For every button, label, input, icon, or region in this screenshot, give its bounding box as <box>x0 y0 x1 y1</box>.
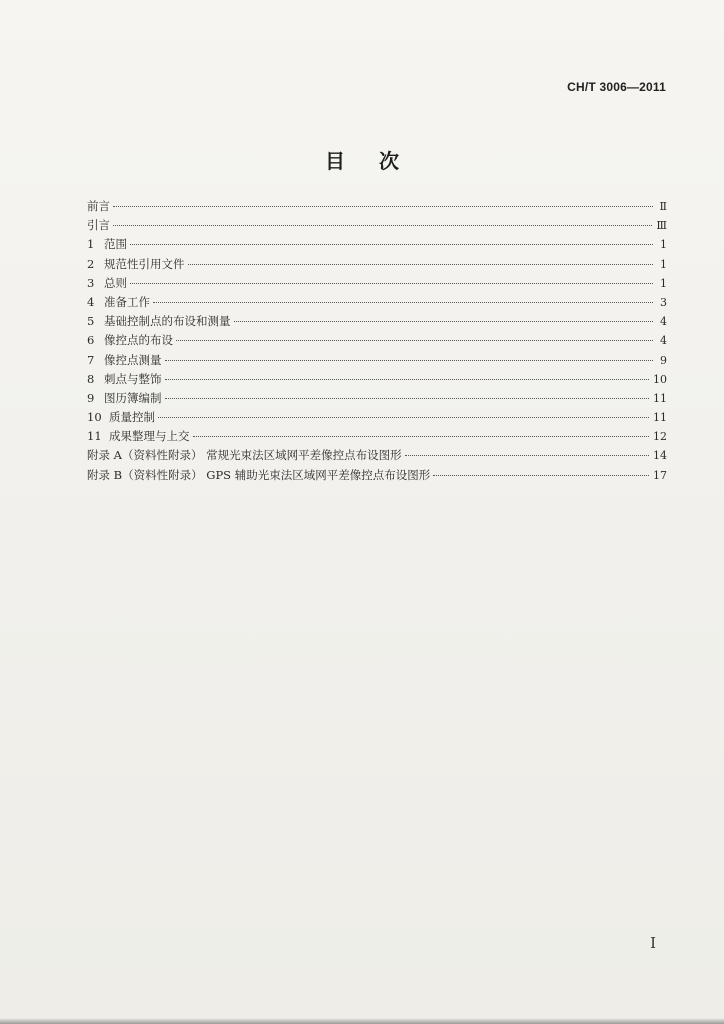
standard-code: CH/T 3006—2011 <box>567 80 666 94</box>
toc-entry-page: 12 <box>653 430 667 444</box>
toc-title: 目次 <box>325 149 433 173</box>
toc-entry-label: 成果整理与上交 <box>109 429 190 444</box>
toc-entry[interactable] <box>87 274 667 293</box>
toc-entry[interactable] <box>87 235 667 254</box>
toc-entry-number: 10 <box>87 410 102 425</box>
toc-entry[interactable] <box>87 370 667 389</box>
toc-entry[interactable] <box>87 408 667 427</box>
toc-dot-leader <box>165 360 654 361</box>
toc-entry[interactable] <box>87 466 667 485</box>
toc-entry-label: 附录 B（资料性附录） GPS 辅助光束法区域网平差像控点布设图形 <box>87 467 431 482</box>
toc-entry-number: 3 <box>87 275 95 290</box>
toc-entry-page: 4 <box>660 315 667 329</box>
toc-entry-label: 前言 <box>87 199 110 213</box>
toc-entry-label: 总则 <box>104 275 127 290</box>
toc-list <box>87 197 667 485</box>
toc-entry-label: 像控点测量 <box>104 352 162 367</box>
toc-dot-leader <box>176 340 653 341</box>
toc-dot-leader <box>193 436 650 437</box>
toc-dot-leader <box>234 321 654 322</box>
toc-entry-number: 4 <box>87 294 95 309</box>
toc-entry-page: 3 <box>660 295 667 309</box>
toc-entry-label: 范围 <box>104 237 127 252</box>
toc-dot-leader <box>188 264 654 265</box>
toc-entry-page: 11 <box>653 391 667 405</box>
toc-entry[interactable] <box>87 427 667 446</box>
toc-entry[interactable] <box>87 255 667 274</box>
toc-entry-number: 6 <box>87 333 95 348</box>
toc-dot-leader <box>158 417 649 418</box>
toc-entry-label: 质量控制 <box>109 410 155 425</box>
toc-dot-leader <box>165 398 650 399</box>
toc-entry-number: 1 <box>87 237 95 252</box>
toc-entry-label: 准备工作 <box>104 294 150 309</box>
toc-entry-label: 引言 <box>87 218 110 233</box>
toc-entry-number: 9 <box>87 390 95 405</box>
toc-dot-leader <box>130 283 653 284</box>
toc-dot-leader <box>113 225 652 226</box>
page-number: Ⅰ <box>650 934 656 952</box>
toc-entry-page: 14 <box>653 449 667 463</box>
toc-entry[interactable] <box>87 351 667 370</box>
toc-entry-page: 10 <box>653 372 667 386</box>
toc-entry-number: 8 <box>87 371 95 386</box>
toc-entry[interactable] <box>87 216 667 235</box>
toc-entry-label: 附录 A（资料性附录） 常规光束法区域网平差像控点布设图形 <box>87 448 402 463</box>
toc-entry-page: 1 <box>660 238 667 252</box>
toc-entry[interactable] <box>87 446 667 465</box>
toc-entry[interactable] <box>87 331 667 350</box>
toc-entry-page: 1 <box>660 257 667 271</box>
toc-entry-label: 图历簿编制 <box>104 390 162 405</box>
toc-entry[interactable] <box>87 293 667 312</box>
toc-entry-number: 5 <box>87 314 95 329</box>
toc-entry-page: 1 <box>660 276 667 290</box>
toc-entry-number: 7 <box>87 352 95 367</box>
toc-entry-label: 基础控制点的布设和测量 <box>104 314 231 329</box>
toc-dot-leader <box>130 244 653 245</box>
toc-dot-leader <box>153 302 653 303</box>
toc-entry-number: 11 <box>87 429 102 444</box>
toc-entry[interactable] <box>87 197 667 216</box>
toc-dot-leader <box>405 455 649 456</box>
toc-entry-page: 11 <box>653 411 667 425</box>
toc-dot-leader <box>113 206 653 207</box>
toc-entry-page: 17 <box>653 468 667 482</box>
toc-dot-leader <box>165 379 650 380</box>
page-bottom-edge <box>0 1018 724 1024</box>
toc-entry-label: 像控点的布设 <box>104 333 173 348</box>
toc-entry-page: 9 <box>660 353 667 367</box>
toc-entry-page: Ⅱ <box>659 200 667 213</box>
toc-entry-number: 2 <box>87 256 95 271</box>
toc-entry-label: 规范性引用文件 <box>104 256 185 271</box>
toc-entry[interactable] <box>87 389 667 408</box>
toc-entry-page: Ⅲ <box>656 219 667 233</box>
toc-entry-page: 4 <box>660 334 667 348</box>
toc-dot-leader <box>433 475 649 476</box>
toc-entry-label: 刺点与整饰 <box>104 371 162 386</box>
toc-entry[interactable] <box>87 312 667 331</box>
